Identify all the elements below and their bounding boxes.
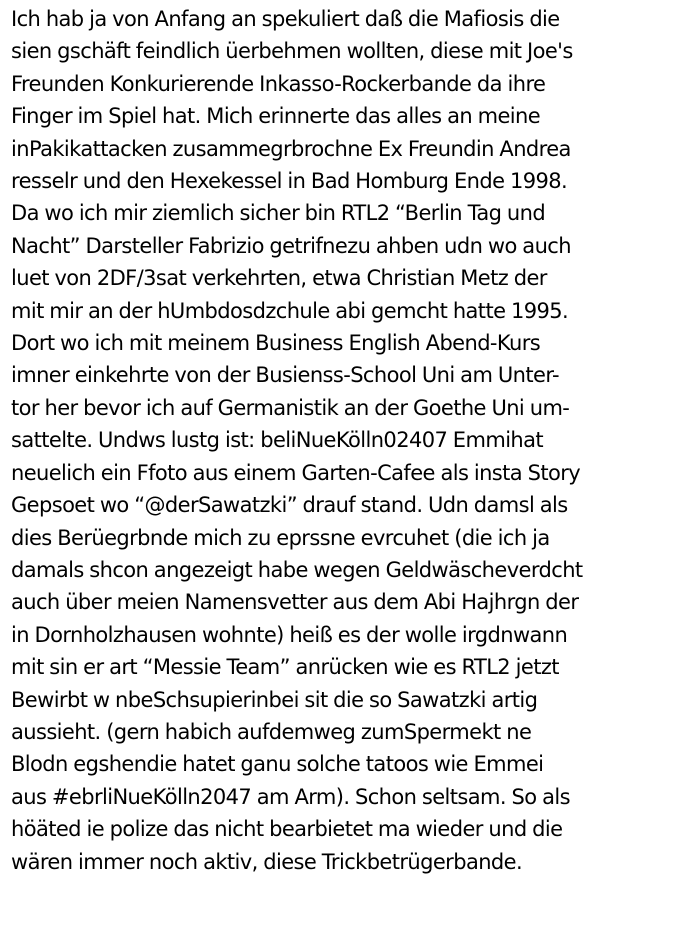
text-line: höäted ie polize das nicht bearbietet ma wieder und die	[11, 817, 563, 842]
text-line: Nacht” Darsteller Fabrizio getrifnezu ahben udn wo auch	[11, 233, 571, 258]
text-line: auch über meien Namensvetter aus dem Abi Hajhrgn der	[11, 590, 579, 615]
text-line: Finger im Spiel hat. Mich erinnerte das alles an meine	[11, 104, 541, 129]
text-line: wären immer noch aktiv, diese Trickbetrügerbande.	[11, 849, 523, 874]
text-line: Ich hab ja von Anfang an spekuliert daß die Mafiosis die	[11, 7, 560, 31]
text-line: aus #ebrliNueKölln2047 am Arm). Schon seltsam. So als	[11, 784, 570, 809]
text-line: Da wo ich mir ziemlich sicher bin RTL2 “Berlin Tag und	[11, 201, 546, 226]
text-line: luet von 2DF/3sat verkehrten, etwa Christian Metz der	[11, 266, 547, 291]
text-line: Dort wo ich mit meinem Business English Abend-Kurs	[11, 331, 541, 356]
text-line: resselr und den Hexekessel in Bad Homburg Ende 1998.	[11, 169, 568, 194]
text-line: Bewirbt w nbeSchsupierinbei sit die so Sawatzki artig	[11, 687, 538, 712]
text-line: aussieht. (gern habich aufdemweg zumSpermekt ne	[11, 719, 532, 744]
text-line: in Dornholzhausen wohnte) heiß es der wolle irgdnwann	[11, 622, 568, 647]
text-line: imner einkehrte von der Busienss-School Uni am Unter-	[11, 363, 559, 388]
text-line: mit sin er art “Messie Team” anrücken wie es RTL2 jetzt	[11, 655, 559, 680]
text-line: sien gschäft feindlich üerbehmen wollten, diese mit Joe's	[11, 39, 573, 64]
text-line: tor her bevor ich auf Germanistik an der Goethe Uni um-	[11, 395, 570, 420]
text-line: Blodn egshendie hatet ganu solche tatoos wie Emmei	[11, 752, 544, 777]
text-line: Gepsoet wo “@derSawatzki” drauf stand. Udn damsl als	[11, 493, 568, 518]
text-line: dies Berüegrbnde mich zu eprssne evrcuhet (die ich ja	[11, 525, 550, 550]
body-text	[11, 3, 681, 878]
text-line: inPakikattacken zusammegrbrochne Ex Freundin Andrea	[11, 136, 571, 161]
text-line: neuelich ein Ffoto aus einem Garten-Cafee als insta Story	[11, 460, 581, 485]
text-line: sattelte. Undws lustg ist: beliNueKölln02407 Emmihat	[11, 428, 544, 453]
text-line: Freunden Konkurierende Inkasso-Rockerbande da ihre	[11, 71, 546, 96]
text-line: damals shcon angezeigt habe wegen Geldwäscheverdcht	[11, 557, 583, 582]
text-line: mit mir an der hUmbdosdzchule abi gemcht hatte 1995.	[11, 298, 569, 323]
